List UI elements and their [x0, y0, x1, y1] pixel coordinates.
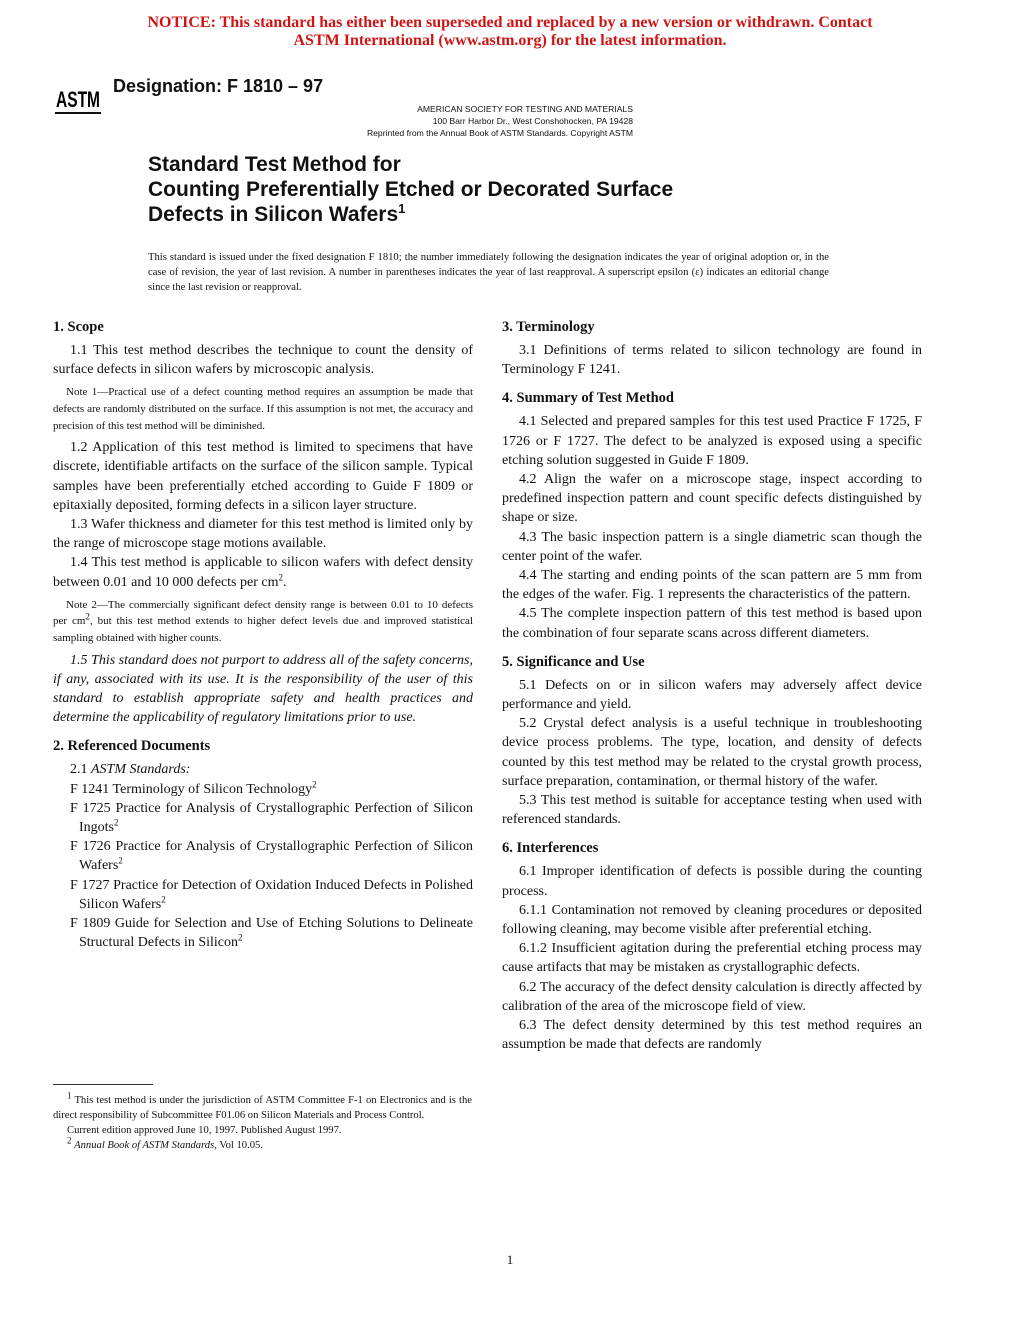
paragraph-6-3: 6.3 The defect density determined by this test method requires an assumption be made that defects are randomly: [502, 1018, 922, 1053]
page-number: 1: [506, 1252, 514, 1267]
note-1: Note 1—Practical use of a defect counting method requires an assumption be made that defects are randomly distributed on the surface. If this assumption is not met, the accuracy and precision of this test method will be diminished.: [53, 386, 473, 432]
paragraph-6-1: 6.1 Improper identification of defects is possible during the counting process.: [502, 864, 922, 899]
astm-logo-icon: [53, 73, 103, 119]
title-line-2: Counting Preferentially Etched or Decorated Surface: [148, 178, 674, 201]
notice-line-1: NOTICE: This standard has either been superseded and replaced by a new version or withdrawn. Contact: [147, 14, 873, 31]
paragraph-5-3: 5.3 This test method is suitable for acceptance testing when used with referenced standards.: [502, 793, 922, 828]
section-heading-terminology: 3. Terminology: [502, 319, 595, 335]
society-line-2: 100 Barr Harbor Dr., West Conshohocken, PA 19428: [432, 116, 633, 126]
paragraph-6-2: 6.2 The accuracy of the defect density calculation is directly affected by calibration of the area of the microscope field of view.: [502, 979, 922, 1014]
society-line-1: AMERICAN SOCIETY FOR TESTING AND MATERIALS: [417, 104, 633, 114]
society-address: [233, 103, 633, 139]
note-2: Note 2—The commercially significant defect density range is between 0.01 to 10 defects per $cm^2$, but this test method extends to higher defect levels due and improved statistical sampling obtained with higher counts.: [53, 598, 473, 644]
designation: Designation: F 1810 – 97: [113, 76, 324, 96]
footnote-divider: [53, 1084, 153, 1085]
document-title: [148, 152, 673, 227]
section-heading-interferences: 6. Interferences: [502, 840, 599, 857]
reference-item: F 1726 Practice for Analysis of Crystallographic Perfection of Silicon Wafers$^2$: [70, 839, 473, 874]
svg-text:ASTM: ASTM: [56, 87, 100, 112]
paragraph-4-2: 4.2 Align the wafer on a microscope stage, inspect according to predefined inspection pattern and count specific defects distinguished by shape or size.: [502, 472, 922, 526]
section-heading-significance: 5. Significance and Use: [502, 653, 645, 670]
reference-list: [53, 780, 473, 953]
paragraph-2-1: 2.1 ASTM Standards:: [70, 762, 191, 778]
footnotes: [53, 1090, 472, 1153]
society-line-3: Reprinted from the Annual Book of ASTM Standards. Copyright ASTM: [366, 128, 633, 138]
paragraph-4-4: 4.4 The starting and ending points of the scan pattern are 5 mm from the edges of the wafer. Fig. 1 represents the characteristics of the pattern.: [502, 568, 922, 603]
section-heading-scope: 1. Scope: [53, 319, 104, 335]
paragraph-1-1: 1.1 This test method describes the technique to count the density of surface defects in silicon wafers by microscopic analysis.: [53, 343, 473, 378]
paragraph-6-1-2: 6.1.2 Insufficient agitation during the preferential etching process may cause artifacts that may be mistaken as crystallographic defects.: [502, 941, 922, 976]
paragraph-1-4: 1.4 This test method is applicable to silicon wafers with defect density between 0.01 and 10 000 defects per $cm^2$.: [53, 555, 473, 590]
paragraph-5-1: 5.1 Defects on or in silicon wafers may adversely affect device performance and yield.: [502, 677, 922, 713]
paragraph-6-1-1: 6.1.1 Contamination not removed by cleaning procedures or deposited following cleaning, may become visible after preferential etching.: [502, 902, 922, 938]
right-column: [502, 318, 922, 1055]
footnote-1: $^1$ This test method is under the jurisdiction of ASTM Committee F-1 on Electronics and is the direct responsibility of Subcommittee F01.06 on Silicon Materials and Process Control.: [53, 1090, 472, 1121]
reference-item: F 1809 Guide for Selection and Use of Etching Solutions to Delineate Structural Defects in Silicon$^2$: [70, 916, 473, 951]
paragraph-4-5: 4.5 The complete inspection pattern of this test method is based upon the combination of four separate scans across different diameters.: [502, 606, 922, 641]
notice-line-2: ASTM International (www.astm.org) for the latest information.: [293, 32, 727, 49]
footnote-2: $^2$ Annual Book of ASTM Standards, Vol 10.05.: [67, 1135, 263, 1151]
section-heading-referenced-documents: 2. Referenced Documents: [53, 738, 211, 755]
paragraph-5-2: 5.2 Crystal defect analysis is a useful technique in troubleshooting device process problems. The type, location, and density of defects counted by this test method may be related to the crystal growth process, surface preparation, contamination, or thermal history of the wafer.: [502, 716, 922, 789]
withdrawal-notice: [0, 14, 1020, 50]
left-column: [53, 318, 473, 952]
paragraph-4-1: 4.1 Selected and prepared samples for this test used Practice F 1725, F 1726 or F 1727. The defect to be analyzed is exposed using a specific etching solution suggested in Guide F 1809.: [502, 414, 922, 468]
section-heading-summary: 4. Summary of Test Method: [502, 390, 674, 407]
paragraph-1-3: 1.3 Wafer thickness and diameter for this test method is limited only by the range of microscope stage motions available.: [53, 517, 473, 552]
title-line-1: Standard Test Method for: [148, 153, 401, 176]
paragraph-3-1: 3.1 Definitions of terms related to silicon technology are found in Terminology F 1241.: [502, 343, 922, 378]
paragraph-4-3: 4.3 The basic inspection pattern is a single diametric scan though the center point of the wafer.: [502, 529, 922, 564]
title-line-3: Defects in Silicon Wafers$^1$: [148, 201, 406, 226]
paragraph-1-2: 1.2 Application of this test method is limited to specimens that have discrete, identifiable artifacts on the surface of the silicon sample. Typical samples have been preferentially etched according to Guide F 1809 or epitaxially deposited, forming defects in a silicon layer structure.: [53, 440, 473, 513]
reference-item: F 1725 Practice for Analysis of Crystallographic Perfection of Silicon Ingots$^2$: [70, 800, 473, 836]
reference-item: F 1241 Terminology of Silicon Technology$^2$: [70, 778, 317, 797]
footnote-1-approval: Current edition approved June 10, 1997. Published August 1997.: [67, 1125, 342, 1136]
issuance-statement: This standard is issued under the fixed designation F 1810; the number immediately following the designation indicates the year of original adoption or, in the case of revision, the year of last revision. A number in parentheses indicates the year of last reapproval. A superscript epsilon (ε) indicates an editorial change since the last revision or reapproval.: [148, 252, 829, 293]
reference-item: F 1727 Practice for Detection of Oxidation Induced Defects in Polished Silicon Wafers$^2$: [70, 877, 473, 912]
paragraph-1-5: 1.5 This standard does not purport to address all of the safety concerns, if any, associated with its use. It is the responsibility of the user of this standard to establish appropriate safety and health practices and determine the applicability of regulatory limitations prior to use.: [53, 652, 473, 726]
